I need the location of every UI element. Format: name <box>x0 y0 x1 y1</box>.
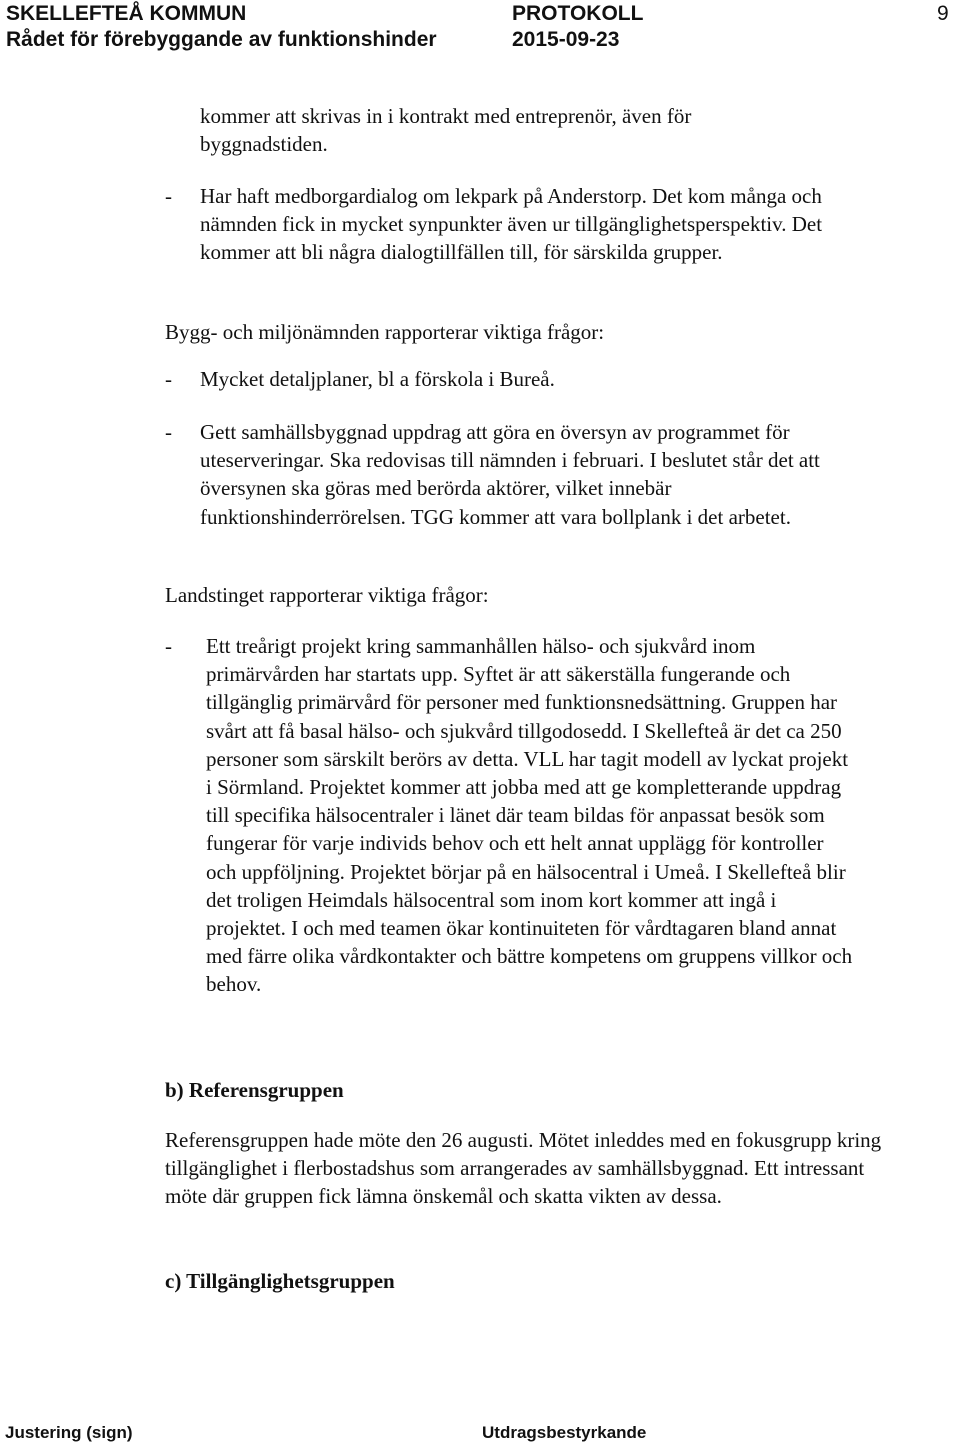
list-item-text: Mycket detaljplaner, bl a förskola i Bureå. <box>200 367 555 391</box>
page-number: 9 <box>937 2 949 25</box>
list-dash: - <box>165 367 172 391</box>
meeting-date: 2015-09-23 <box>512 28 620 51</box>
footer-justering: Justering (sign) <box>5 1423 133 1442</box>
heading-tillganglighetsgruppen: c) Tillgänglighetsgruppen <box>165 1269 395 1293</box>
list-item-anderstorp <box>165 182 855 267</box>
list-item-text: Ett treårigt projekt kring sammanhållen hälso- och sjukvård inom primärvården har startats upp. Syftet är att säkerställa fungerande och tillgänglig primärvård för personer med funktionsnedsättning. Gruppen har svårt att få basal hälso- och sjukvård tillgodosedd. I Skellefteå är det ca 250 personer som särskilt berörs av detta. VLL har tagit modell av lyckat projekt i Sörmland. Projektet kommer att jobba med att ge kompletterande uppdrag till specifika hälsocentraler i länet där team bildas för anpassat besök som fungerar för varje individs behov och ett helt annat upplägg för kontroller och uppföljning. Projektet börjar på en hälsocentral i Umeå. I Skellefteå blir det troligen Heimdals hälsocentral som inom kort kommer att ingå i projektet. I och med teamen ökar kontinuiteten för vårdtagaren bland annat med färre olika vårdkontakter och bättre kompetens om gruppens villkor och behov. <box>206 634 853 997</box>
landsting-intro: Landstinget rapporterar viktiga frågor: <box>165 583 489 607</box>
referensgruppen-paragraph: Referensgruppen hade möte den 26 augusti. Mötet inleddes med en fokusgrupp kring tillgänglighet i flerbostadshus som arrangerades av samhällsbyggnad. Ett intressant möte där gruppen fick lämna önskemål och skatta vikten av dessa. <box>165 1128 882 1209</box>
doc-type: PROTOKOLL <box>512 2 644 25</box>
list-item-text: Har haft medborgardialog om lekpark på Anderstorp. Det kom många och nämnden fick in mycket synpunkter även ur tillgänglighetsperspektiv. Det kommer att bli några dialogtillfällen till, för särskilda grupper. <box>200 184 823 265</box>
list-dash: - <box>165 420 172 444</box>
list-item-detaljplaner <box>165 365 865 393</box>
continuation-paragraph: kommer att skrivas in i kontrakt med entreprenör, även för byggnadstiden. <box>200 104 692 157</box>
footer-utdragsbestyrkande: Utdragsbestyrkande <box>482 1423 647 1442</box>
list-dash: - <box>165 634 172 658</box>
list-item-text: Gett samhällsbyggnad uppdrag att göra en översyn av programmet för uteserveringar. Ska redovisas till nämnden i februari. I beslutet står det att översynen ska göras med berörda aktörer, vilket innebär funktionshinderrörelsen. TGG kommer att vara bollplank i det arbetet. <box>200 420 820 529</box>
heading-referensgruppen: b) Referensgruppen <box>165 1078 344 1102</box>
list-item-uteserveringar <box>165 418 865 531</box>
council-name: Rådet för förebyggande av funktionshinder <box>6 28 437 51</box>
bygg-intro: Bygg- och miljönämnden rapporterar viktiga frågor: <box>165 320 605 344</box>
list-dash: - <box>165 184 172 208</box>
list-item-primarvard <box>165 632 865 999</box>
org-name: SKELLEFTEÅ KOMMUN <box>6 2 247 25</box>
